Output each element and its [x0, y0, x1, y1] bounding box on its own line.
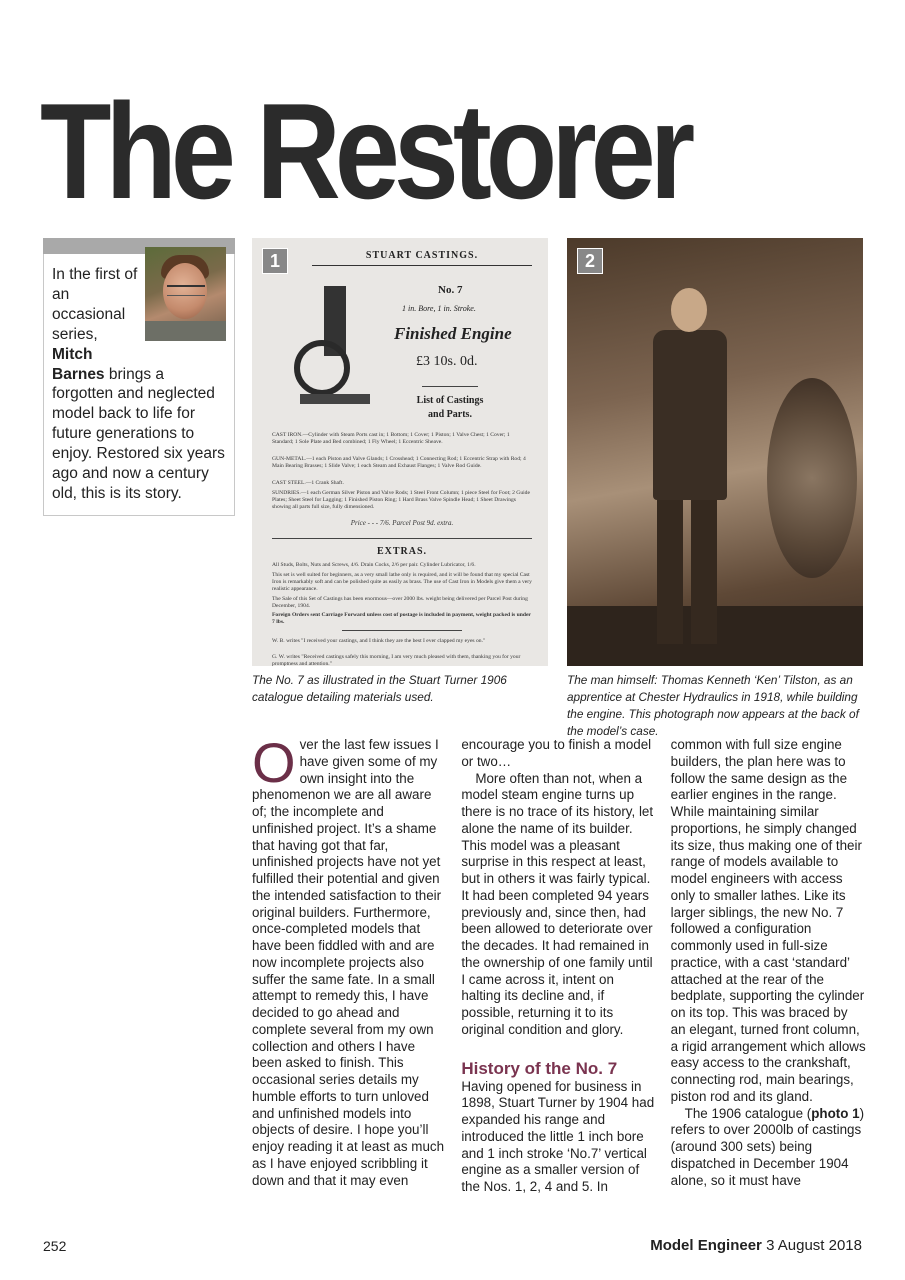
standfirst-rest: brings a forgotten and neglected model back to life for future generations to enjoy. Restored six years ago and now a century old, this is its story. — [52, 365, 225, 502]
catalogue-header: STUART CASTINGS. — [312, 250, 532, 266]
catalogue-sundries: SUNDRIES.—1 each German Silver Piston and Valve Rods; 1 Steel Front Column; 1 piece Steel for Foot; 2 Guide Plates; Sheet Steel for Lagging; 1 Finished Piston Ring; 1 Hard Brass Valve Spindle Head; 1 Sheet Drawings showing all parts full size, fully dimensioned. — [272, 490, 530, 510]
issue-date: 3 August 2018 — [766, 1237, 862, 1254]
engine-illustration — [294, 280, 370, 412]
standfirst-box — [43, 238, 235, 516]
body-paragraph-3: Having opened for business in 1898, Stuart Turner by 1904 had expanded his range and introduced the little 1 inch bore and 1 inch stroke ‘No.7’ vertical engine as a smaller version of the Nos. 1, 2, 4 and 5. In common with full size engine builders, the plan here was to follow the same design as the earlier engines in the range. While maintaining similar proportions, he simply changed its size, thus making one of their range of models available to model engineers with access only to smaller lathes. Like its larger siblings, the new No. 7 followed a configuration commonly used in full-size practice, with a cast ‘standard’ attached at the rear of the bedplate, supporting the cylinder on its top. This was braced by an elegant, turned front column, a rigid arrangement which allows easy access to the crankshaft, connecting rod, main bearings, piston rod and its gland. — [461, 737, 866, 1194]
catalogue-testimonial1: W. B. writes "I received your castings, and I think they are the best I ever clapped my eyes on." — [272, 638, 486, 644]
article-title: The Restorer — [40, 75, 690, 227]
caption-photo-1: The No. 7 as illustrated in the Stuart Turner 1906 catalogue detailing materials used. — [252, 673, 507, 704]
catalogue-price-line: Price - - - 7/6. Parcel Post 9d. extra. — [350, 519, 454, 527]
catalogue-list-title: List of Castings and Parts. — [416, 395, 484, 420]
catalogue-note3: Foreign Orders sent Carriage Forward unless cost of postage is included in payment, weight packed is under 7 lbs. — [272, 612, 531, 625]
standfirst-lead: In the first of an occasional series, — [52, 266, 138, 343]
body-paragraph-2: More often than not, when a model steam engine turns up there is no trace of its history, let alone the name of its builder. This model was a pleasant surprise in this respect at least, but in others it was fairly typical. It had been completed 94 years previously and, since then, had been allowed to deteriorate over the decades. It had remained in the ownership of one family until I came across it, intent on halting its decline and, if possible, returning it to its original condition and glory. — [461, 770, 654, 1037]
photo-number-1: 1 — [262, 248, 288, 274]
catalogue-page — [272, 250, 532, 666]
photo-apprentice — [567, 238, 863, 666]
catalogue-note2: The Sale of this Set of Castings has been enormous—over 2000 lbs. weight being delivered per Parcel Post during December, 1904. — [272, 596, 528, 609]
catalogue-note1: This set is well suited for beginners, as a very small lathe only is required, and it will be found that my special Cast Iron is remarkably soft and can be polished quite as easily as brass. The use of Cast Iron in Models give them a very realistic appearance. — [272, 572, 532, 592]
footer-credit — [650, 1237, 862, 1254]
catalogue-price: £3 10s. 0d. — [416, 354, 478, 369]
drop-cap: O — [252, 731, 296, 794]
machine-flywheel — [767, 378, 857, 578]
photo-catalogue — [252, 238, 548, 666]
catalogue-testimonial2: G. W. writes "Received castings safely this morning, I am very much pleased with them, thanking you for your promptness and attention." — [272, 654, 521, 666]
catalogue-finished: Finished Engine — [394, 324, 512, 343]
standfirst-text — [52, 265, 228, 504]
article-body — [252, 731, 866, 1207]
body-paragraph-4: The 1906 catalogue (photo 1) refers to over 2000lb of castings (around 300 sets) being dispatched in December 1904 alone, so it must have — [670, 1105, 865, 1188]
apprentice-figure — [627, 268, 767, 658]
author-name: Mitch Barnes — [52, 345, 105, 383]
page-number: 252 — [43, 1238, 67, 1254]
catalogue-bore: 1 in. Bore, 1 in. Stroke. — [402, 304, 476, 313]
catalogue-extras-title: EXTRAS. — [376, 546, 428, 557]
catalogue-gun-metal: GUN-METAL.—1 each Piston and Valve Glands; 1 Crosshead; 1 Connecting Rod; 1 Eccentric Strap with Rod; 4 Main Bearing Brasses; 1 Slide Valve; 1 each Steam and Exhaust Flanges; 1 Valve Rod Guide. — [272, 456, 526, 469]
catalogue-cast-steel: CAST STEEL.—1 Crank Shaft. — [272, 480, 344, 486]
catalogue-cast-iron: CAST IRON.—Cylinder with Steam Ports cast in; 1 Bottom; 1 Cover; 1 Piston; 1 Valve Chest; 1 Cover; 1 Standard; 1 Sole Plate and Bed combined; 1 Fly Wheel; 1 Eccentric Sheave. — [272, 432, 510, 445]
body-paragraph-1: Over the last few issues I have given some of my own insight into the phenomenon we are all aware of; the incomplete and unfinished project. It’s a shame that having got that far, unfinished projects have not yet fulfilled their potential and given the intended satisfaction to their original builders. Furthermore, once-completed models that have been fiddled with and are now incomplete projects also suffer the same fate. In a small attempt to remedy this, I have decided to go ahead and complete several from my own collection and others I have been asked to finish. This occasional series details my humble efforts to turn unloved and unfinished models into objects of desire. I hope you’ll enjoy reading it at least as much as I have enjoyed scribbling it down and that it may even encourage you to finish a model or two… — [252, 731, 652, 1188]
section-heading: History of the No. 7 — [461, 1058, 618, 1078]
photo-number-2: 2 — [577, 248, 603, 274]
caption-photo-2: The man himself: Thomas Kenneth ‘Ken’ Tilston, as an apprentice at Chester Hydraulics in 1918, while building the engine. This photograph now appears at the back of the model’s case. — [567, 673, 859, 738]
magazine-name: Model Engineer — [650, 1237, 762, 1254]
catalogue-extras: All Studs, Bolts, Nuts and Screws, 4/6. Drain Cocks, 2/6 per pair. Cylinder Lubricator, 1/6. — [272, 562, 476, 568]
catalogue-model: No. 7 — [438, 284, 463, 296]
